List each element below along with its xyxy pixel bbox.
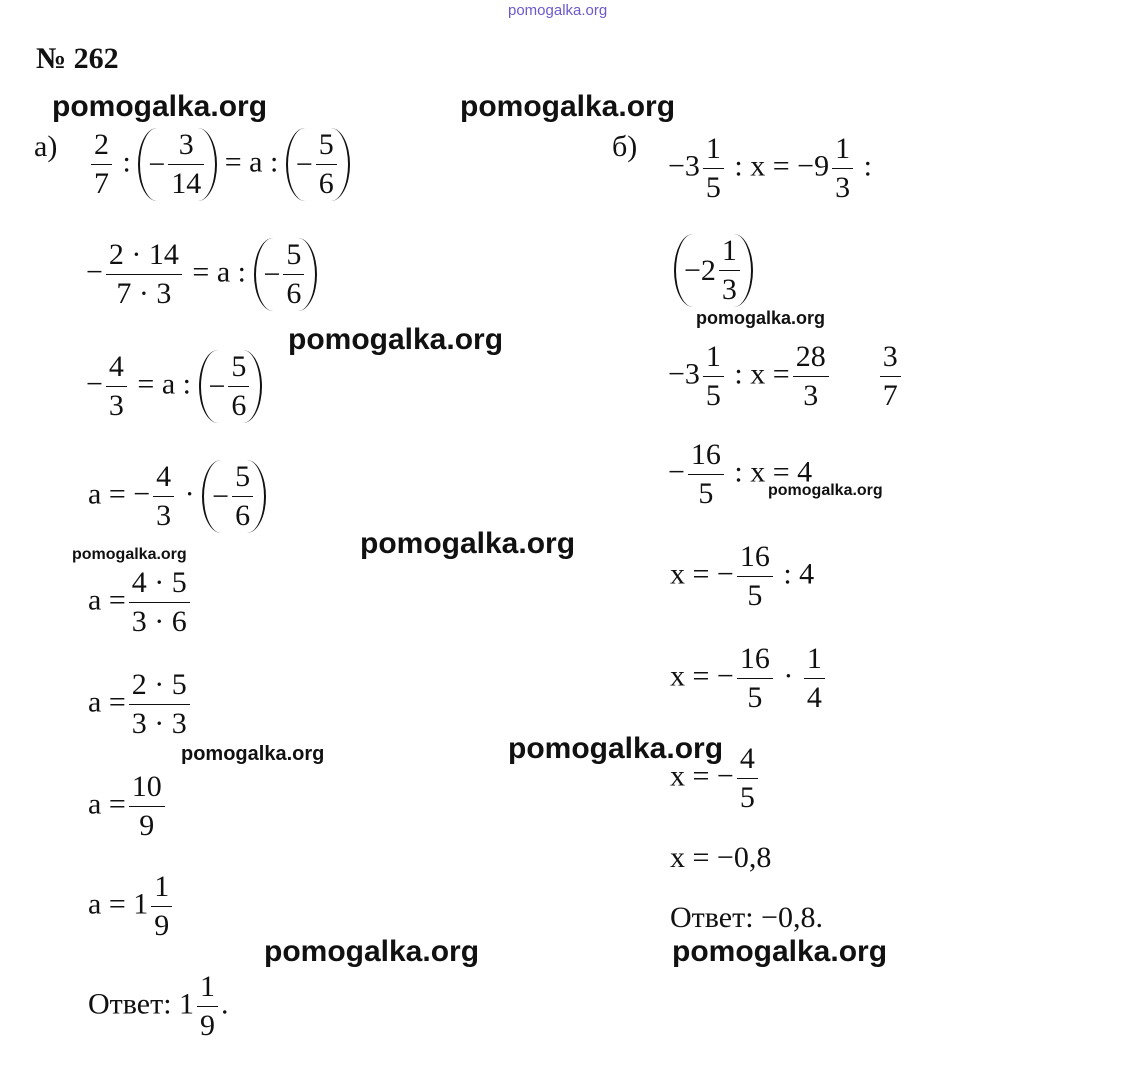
part-b-line-4: x = − $\frac{16}{5}$ : 4 [670,540,815,612]
watermark: pomogalka.org [72,546,187,563]
parenthesis: − $\frac{5}{6}$ [286,128,350,201]
part-b-answer: Ответ: −0,8. [670,901,823,934]
part-b-line-1b: −2 $\frac{1}{3}$ [674,234,753,307]
watermark: pomogalka.org [360,527,576,560]
watermark: pomogalka.org [768,482,883,499]
part-a-line-1: $\frac{2}{7}$ : − $\frac{3}{14}$ = a : − $\frac{5}{6}$ [88,128,350,201]
part-a-line-7: a = $\frac{10}{9}$ [88,772,168,841]
part-a-line-5: a = $\frac{4 \cdot 5}{3 \cdot 6}$ [88,568,193,637]
part-b-label: б) [612,130,638,163]
watermark: pomogalka.org [288,323,504,356]
part-b-line-7: x = −0,8 [670,841,772,874]
part-a-line-4: a = − $\frac{4}{3}$ · − $\frac{5}{6}$ [88,460,266,533]
part-b-line-6: x = − $\frac{4}{5}$ [670,744,761,813]
part-b-line-1: −3 $\frac{1}{5}$ : x = −9 $\frac{1}{3}$ : [668,132,872,204]
parenthesis: − $\frac{3}{14}$ [138,128,217,201]
part-a-line-8: a = 1 $\frac{1}{9}$ [88,872,175,941]
part-b-line-2: −3 $\frac{1}{5}$ : x = $\frac{28}{3}$ $\frac{3}{7}$ [668,342,904,411]
part-a-line-2: − $\frac{2 \cdot 14}{7 \cdot 3}$ = a : − $\frac{5}{6}$ [86,238,317,311]
fraction: $\frac{2}{7}$ [91,130,112,199]
watermark: pomogalka.org [181,743,325,765]
part-a-answer: Ответ: 1 $\frac{1}{9}$ . [88,970,229,1042]
problem-number: № 262 [36,42,119,75]
watermark-top: pomogalka.org [508,2,608,19]
watermark: pomogalka.org [264,935,480,968]
part-a-label: а) [34,130,58,163]
part-a-line-6: a = $\frac{2 \cdot 5}{3 \cdot 3}$ [88,670,193,739]
part-b-line-3: − $\frac{16}{5}$ : x = 4 [668,438,813,510]
watermark: pomogalka.org [52,90,268,123]
watermark: pomogalka.org [508,732,724,765]
part-b-line-5: x = − $\frac{16}{5}$ · $\frac{1}{4}$ [670,644,828,713]
watermark: pomogalka.org [696,308,826,328]
watermark: pomogalka.org [672,935,888,968]
part-a-line-3: − $\frac{4}{3}$ = a : − $\frac{5}{6}$ [86,350,262,423]
watermark: pomogalka.org [460,90,676,123]
